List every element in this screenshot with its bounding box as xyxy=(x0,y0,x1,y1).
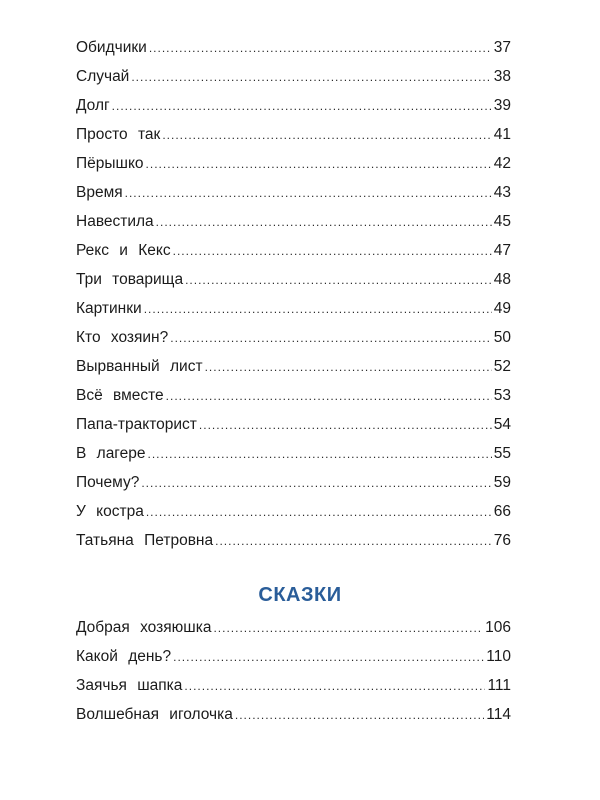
toc-entry-page: 37 xyxy=(493,39,511,56)
toc-entry-title: Какой день? xyxy=(76,648,172,665)
toc-entry xyxy=(76,613,511,642)
toc-entry-page: 55 xyxy=(493,445,511,462)
toc-dot-leader xyxy=(156,208,492,237)
toc-entry-title: Пёрышко xyxy=(76,155,144,172)
toc-entry xyxy=(76,236,511,265)
toc-entry-title: Обидчики xyxy=(76,39,147,56)
toc-dot-leader xyxy=(112,92,492,121)
toc-entry-page: 49 xyxy=(493,300,511,317)
toc-entry-title: Всё вместе xyxy=(76,387,164,404)
toc-entry-page: 76 xyxy=(493,532,511,549)
toc-entry-page: 52 xyxy=(493,358,511,375)
toc-dot-leader xyxy=(149,34,492,63)
toc-dot-leader xyxy=(213,614,483,643)
toc-entry-title: Рекс и Кекс xyxy=(76,242,171,259)
toc-entry-page: 53 xyxy=(493,387,511,404)
toc-entry xyxy=(76,468,511,497)
toc-entry xyxy=(76,642,511,671)
toc-entry-title: В лагере xyxy=(76,445,146,462)
toc-dot-leader xyxy=(235,701,484,730)
toc-entry-page: 47 xyxy=(493,242,511,259)
toc-dot-leader xyxy=(166,382,492,411)
toc-entry xyxy=(76,120,511,149)
toc-dot-leader xyxy=(141,469,491,498)
toc-entry-title: Просто так xyxy=(76,126,161,143)
toc-entry-page: 41 xyxy=(493,126,511,143)
toc-entry xyxy=(76,497,511,526)
toc-dot-leader xyxy=(146,150,492,179)
toc-entry-title: Добрая хозяюшка xyxy=(76,619,212,636)
toc-entry-page: 106 xyxy=(485,619,511,636)
toc-dot-leader xyxy=(144,295,492,324)
toc-entry xyxy=(76,410,511,439)
toc-dot-leader xyxy=(205,353,492,382)
toc-entry xyxy=(76,265,511,294)
toc-entry-page: 66 xyxy=(493,503,511,520)
toc-dot-leader xyxy=(162,121,491,150)
toc-entry xyxy=(76,294,511,323)
toc-entry-title: Время xyxy=(76,184,123,201)
toc-entry-title: У костра xyxy=(76,503,144,520)
toc-dot-leader xyxy=(125,179,492,208)
toc-entry xyxy=(76,33,511,62)
toc-entry-title: Случай xyxy=(76,68,130,85)
toc-entry-page: 39 xyxy=(493,97,511,114)
toc-entry xyxy=(76,671,511,700)
stories-toc-list xyxy=(76,33,511,555)
toc-dot-leader xyxy=(131,63,491,92)
toc-entry-page: 45 xyxy=(493,213,511,230)
toc-dot-leader xyxy=(184,672,485,701)
toc-dot-leader xyxy=(185,266,492,295)
toc-entry xyxy=(76,62,511,91)
toc-entry-title: Заячья шапка xyxy=(76,677,183,694)
toc-dot-leader xyxy=(215,527,492,556)
toc-entry xyxy=(76,91,511,120)
toc-dot-leader xyxy=(146,498,492,527)
toc-entry-title: Три товарища xyxy=(76,271,184,288)
toc-entry-page: 48 xyxy=(493,271,511,288)
toc-entry xyxy=(76,178,511,207)
toc-entry-title: Волшебная иголочка xyxy=(76,706,233,723)
toc-dot-leader xyxy=(173,643,484,672)
section-heading-tales: СКАЗКИ xyxy=(258,584,342,606)
toc-entry xyxy=(76,381,511,410)
toc-entry-title: Татьяна Петровна xyxy=(76,532,214,549)
toc-entry-page: 110 xyxy=(486,648,511,665)
toc-entry-page: 54 xyxy=(493,416,511,433)
toc-entry xyxy=(76,149,511,178)
tales-toc-list xyxy=(76,613,511,729)
toc-entry xyxy=(76,439,511,468)
toc-entry-title: Навестила xyxy=(76,213,154,230)
toc-entry xyxy=(76,323,511,352)
toc-entry-title: Картинки xyxy=(76,300,142,317)
toc-entry-title: Папа-тракторист xyxy=(76,416,197,433)
toc-entry xyxy=(76,352,511,381)
toc-entry-page: 42 xyxy=(493,155,511,172)
toc-entry-page: 50 xyxy=(493,329,511,346)
toc-dot-leader xyxy=(147,440,491,469)
toc-dot-leader xyxy=(170,324,492,353)
toc-entry-page: 38 xyxy=(493,68,511,85)
toc-entry-title: Почему? xyxy=(76,474,140,491)
toc-entry-title: Вырванный лист xyxy=(76,358,203,375)
toc-dot-leader xyxy=(199,411,492,440)
toc-dot-leader xyxy=(173,237,492,266)
toc-entry xyxy=(76,207,511,236)
toc-entry-title: Кто хозяин? xyxy=(76,329,169,346)
toc-entry xyxy=(76,526,511,555)
toc-entry-page: 43 xyxy=(493,184,511,201)
toc-entry-page: 114 xyxy=(486,706,511,723)
toc-entry xyxy=(76,700,511,729)
toc-entry-title: Долг xyxy=(76,97,110,114)
toc-entry-page: 111 xyxy=(487,677,511,694)
toc-entry-page: 59 xyxy=(493,474,511,491)
